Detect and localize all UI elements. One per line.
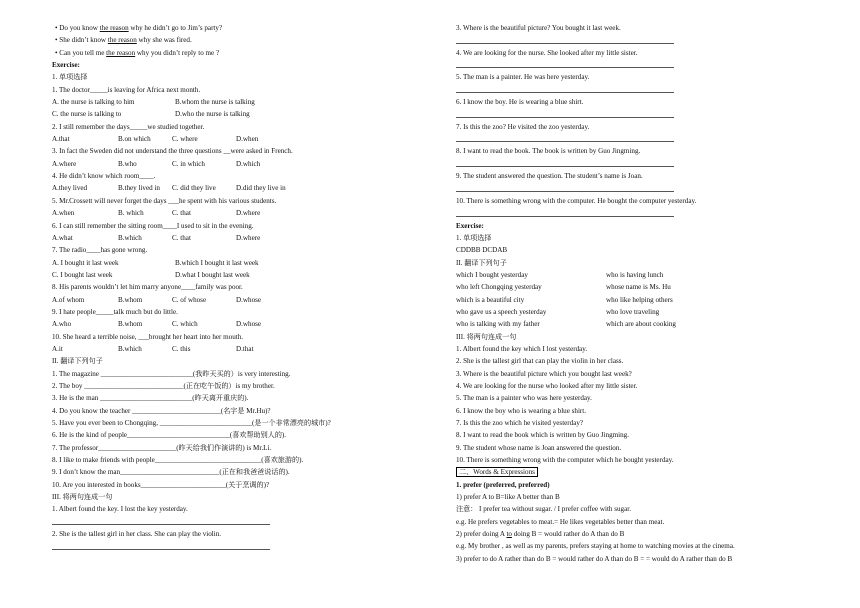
option: C. in which xyxy=(172,159,205,168)
bullet-glyph: • xyxy=(55,36,58,45)
option: C. that xyxy=(172,209,191,218)
option-row xyxy=(52,269,382,281)
translation-item: 3. He is the man __________________________(昨天离开重庆的). xyxy=(52,394,249,403)
prefer-item xyxy=(456,528,776,540)
option: which are about cooking xyxy=(606,320,676,329)
option-row xyxy=(456,306,776,318)
underlined-word: to xyxy=(506,530,512,539)
option: who is talking with my father xyxy=(456,320,540,329)
question: 1. The doctor_____is leaving for Africa next month. xyxy=(52,85,201,94)
underlined-phrase: the reason xyxy=(99,24,129,32)
option: A.when xyxy=(52,209,75,218)
answer-item: 2. She is the tallest girl that can play the violin in her class. xyxy=(456,357,624,366)
prefer-item: e.g. He prefers vegetables to meat.= He likes vegetables better than meat. xyxy=(456,517,665,526)
answer-blank-line xyxy=(456,34,776,46)
exercise-title: Exercise: xyxy=(52,61,80,70)
option-row xyxy=(52,257,382,269)
exercise-title: Exercise: xyxy=(456,221,484,230)
translation-item: 4. Do you know the teacher _________________________(名字是 Mr.Hu)? xyxy=(52,406,271,415)
translation-item: 9. I don’t know the man____________________________(正在和我爸爸说话的). xyxy=(52,468,290,477)
answer-item: 4. We are looking for the nurse who looked after my little sister. xyxy=(456,381,638,390)
section-heading: II. 翻译下列句子 xyxy=(52,357,103,366)
option: D.what I bought last week xyxy=(175,270,250,279)
section-heading: III. 将两句连成一句 xyxy=(52,493,113,502)
option: A.of whom xyxy=(52,295,85,304)
underlined-phrase: the reason xyxy=(106,48,136,57)
bullet-text: why you didn’t reply to me ? xyxy=(135,48,220,57)
option-row xyxy=(52,133,382,145)
bullet-text: why he didn’t go to Jim’s party? xyxy=(128,24,223,32)
option: D.whose xyxy=(236,295,262,304)
option: who gave us a speech yesterday xyxy=(456,307,547,316)
underlined-phrase: the reason xyxy=(107,36,137,45)
option-row xyxy=(456,318,776,330)
option-row xyxy=(52,343,382,355)
answer-item: 7. Is this the zoo which he visited yesterday? xyxy=(456,419,584,427)
translation-item: 5. Have you ever been to Chongqing, __________________________(是一个非常漂亮的城市)? xyxy=(52,419,331,427)
option: D.that xyxy=(236,344,254,353)
option: B.whom xyxy=(118,320,143,329)
bullet-glyph: • xyxy=(55,24,58,32)
option: which I bought yesterday xyxy=(456,270,528,279)
prefer-item: 3) prefer to do A rather than do B = would rather do A than do B = = would do A rather than do B xyxy=(456,554,733,563)
option-row xyxy=(52,158,382,170)
option: A.where xyxy=(52,159,77,168)
question: 2. I still remember the days_____we studied together. xyxy=(52,122,205,131)
translation-item: 6. He is the kind of people_____________________________(喜欢帮助别人的). xyxy=(52,431,287,440)
answer-blank-line xyxy=(456,133,776,145)
option-row xyxy=(52,182,382,194)
answer-item: 1. Albert found the key which I lost yesterday. xyxy=(456,344,588,353)
combine-item: 6. I know the boy. He is wearing a blue shirt. xyxy=(456,98,584,107)
left-column xyxy=(52,22,382,553)
option: B.who xyxy=(118,159,137,168)
option: C. where xyxy=(172,135,198,144)
question: 8. His parents wouldn’t let him marry anyone____family was poor. xyxy=(52,283,243,292)
option: A.they lived xyxy=(52,184,88,193)
prefer-item: 注意： I prefer tea without sugar. / I prefer coffee with sugar. xyxy=(456,505,631,514)
option: B.they lived in xyxy=(118,184,160,193)
option: C. did they live xyxy=(172,184,216,193)
option: which is a beautiful city xyxy=(456,295,525,304)
section-heading: II. 翻译下列句子 xyxy=(456,258,507,267)
right-column xyxy=(456,22,776,565)
words-expressions-box: 二、Words & Expressions xyxy=(456,467,538,477)
option: who like helping others xyxy=(606,295,673,304)
option: whose name is Ms. Hu xyxy=(606,283,671,292)
combine-item: 2. She is the tallest girl in her class. She can play the violin. xyxy=(52,530,222,539)
option: D.did they live in xyxy=(236,184,286,193)
answer-blank-line xyxy=(456,207,776,219)
answer-blank-line xyxy=(52,516,382,528)
question: 5. Mr.Crossett will never forget the days ___he spent with his various students. xyxy=(52,196,277,205)
bullet-text: Do you know xyxy=(59,24,100,32)
option: C. that xyxy=(172,233,191,242)
option: B.which xyxy=(118,233,142,242)
option: D.when xyxy=(236,135,259,144)
option-row xyxy=(52,318,382,330)
option: D.who the nurse is talking xyxy=(175,110,250,119)
question: 10. She heard a terrible noise, ___brought her heart into her mouth. xyxy=(52,332,244,341)
option-row xyxy=(52,232,382,244)
option: B.which xyxy=(118,344,142,353)
option: B.on which xyxy=(118,135,151,144)
prefer-item: 1) prefer A to B=like A better than B xyxy=(456,493,560,502)
combine-item: 7. Is this the zoo? He visited the zoo yesterday. xyxy=(456,122,590,131)
combine-item: 3. Where is the beautiful picture? You bought it last week. xyxy=(456,24,621,32)
option: C. I bought last week xyxy=(52,270,113,279)
option: A.what xyxy=(52,233,73,242)
answer-item: 10. There is something wrong with the computer which he bought yesterday. xyxy=(456,456,674,465)
bullet-text: why she was fired. xyxy=(136,36,192,45)
translation-item: 8. I like to make friends with people______________________________(喜欢旅游的). xyxy=(52,456,304,465)
option: who is having lunch xyxy=(606,270,664,279)
option: C. which xyxy=(172,320,198,329)
prefer-text: doing B = would rather do A than do B xyxy=(511,530,625,539)
option: B.which I bought it last week xyxy=(175,258,259,267)
answer-item: 3. Where is the beautiful picture which you bought last week? xyxy=(456,369,632,378)
section-heading: 1. 单项选择 xyxy=(52,73,88,82)
answer-blank-line xyxy=(52,540,382,552)
option: who love traveling xyxy=(606,307,660,316)
translation-item: 1. The magazine __________________________(我昨天买的）is very interesting. xyxy=(52,369,291,378)
option: A. I bought it last week xyxy=(52,258,119,267)
bullet-text: She didn’t know xyxy=(59,36,108,45)
section-heading: III. 将两句连成一句 xyxy=(456,332,517,341)
answer-blank-line xyxy=(456,108,776,120)
question: 9. I hate people_____talk much but do little. xyxy=(52,307,178,316)
option-row xyxy=(52,108,382,120)
prefer-text: 2) prefer doing A xyxy=(456,530,507,539)
option: A. the nurse is talking to him xyxy=(52,98,135,107)
example-bullet xyxy=(52,22,382,34)
bullet-text: Can you tell me xyxy=(59,48,107,57)
option: B.whom xyxy=(118,295,143,304)
option-row xyxy=(456,294,776,306)
option: D.which xyxy=(236,159,261,168)
combine-item: 5. The man is a painter. He was here yesterday. xyxy=(456,73,590,82)
answer-blank-line xyxy=(456,158,776,170)
translation-item: 10. Are you interested in books________________________(关于烹调的)? xyxy=(52,480,270,489)
combine-item: 4. We are looking for the nurse. She looked after my little sister. xyxy=(456,48,638,57)
option-row xyxy=(52,294,382,306)
combine-item: 1. Albert found the key. I lost the key yesterday. xyxy=(52,505,188,514)
prefer-item: e.g. My brother , as well as my parents, prefers staying at home to watching movies at the cinema. xyxy=(456,542,735,551)
answer-blank-line xyxy=(456,84,776,96)
combine-item: 9. The student answered the question. The student’s name is Joan. xyxy=(456,172,643,181)
answer-item: 8. I want to read the book which is written by Guo Jingming. xyxy=(456,431,629,440)
example-bullet xyxy=(52,47,382,59)
option-row xyxy=(456,281,776,293)
answer-item: 9. The student whose name is Joan answered the question. xyxy=(456,443,622,452)
answer-item: 5. The man is a painter who was here yesterday. xyxy=(456,394,592,403)
example-bullet xyxy=(52,34,382,46)
section-heading: 1. 单项选择 xyxy=(456,233,492,242)
answer-item: 6. I know the boy who is wearing a blue shirt. xyxy=(456,406,587,415)
combine-item: 10. There is something wrong with the computer. He bought the computer yesterday. xyxy=(456,196,697,205)
option-row xyxy=(52,96,382,108)
prefer-title: 1. prefer (preferred, preferred) xyxy=(456,480,550,489)
option: A.that xyxy=(52,135,70,144)
option: who left Chongqing yesterday xyxy=(456,283,542,292)
bullet-glyph: • xyxy=(55,48,58,57)
option: C. the nurse is talking to xyxy=(52,110,122,119)
option: A.who xyxy=(52,320,72,329)
question: 3. In fact the Sweden did not understand the three questions __were asked in French. xyxy=(52,147,293,156)
translation-item: 7. The professor______________________(昨天给我们作演讲的) is Mr.Li. xyxy=(52,443,272,452)
option: A.it xyxy=(52,344,63,353)
question: 6. I can still remember the sitting room____I used to sit in the evening. xyxy=(52,221,254,230)
option: D.where xyxy=(236,209,261,218)
option-row xyxy=(456,269,776,281)
option-row xyxy=(52,207,382,219)
translation-item: 2. The boy ____________________________(正在吃午饭的）is my brother. xyxy=(52,381,275,390)
option: D.where xyxy=(236,233,261,242)
answer-blank-line xyxy=(456,182,776,194)
option: C. this xyxy=(172,344,191,353)
question: 4. He didn’t know which room____. xyxy=(52,172,156,181)
question: 7. The radio____has gone wrong. xyxy=(52,246,148,255)
option: B. which xyxy=(118,209,144,218)
option: B.whom the nurse is talking xyxy=(175,98,255,107)
answer-key: CDDBB DCDAB xyxy=(456,246,508,255)
option: C. of whose xyxy=(172,295,207,304)
option: D.whose xyxy=(236,320,262,329)
words-box-row xyxy=(456,466,776,478)
combine-item: 8. I want to read the book. The book is written by Guo Jingming. xyxy=(456,147,641,156)
answer-blank-line xyxy=(456,59,776,71)
